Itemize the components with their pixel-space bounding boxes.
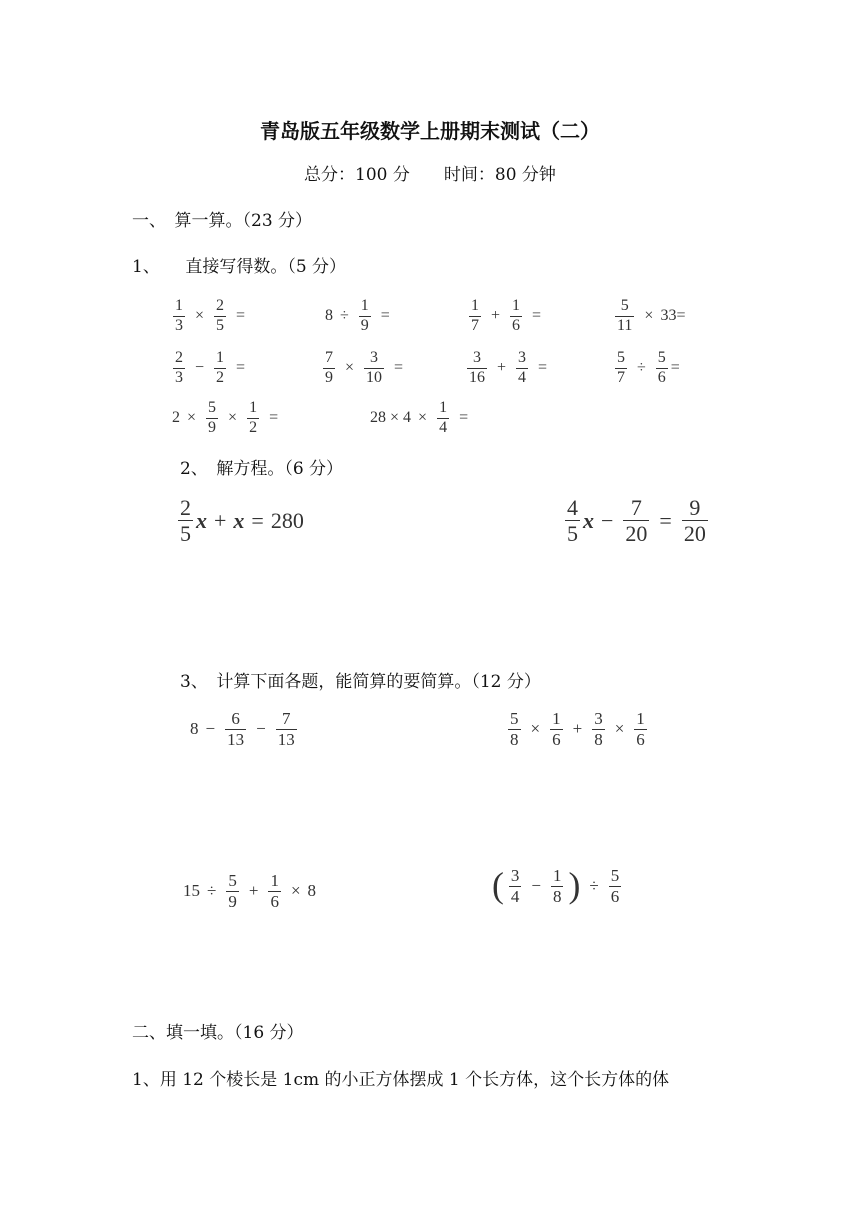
fraction: $\frac{9}{20}$ (683, 495, 706, 547)
section1-heading: 一、 算一算。（23 分） (132, 211, 313, 231)
fraction: $\frac{1}{6}$ (636, 709, 645, 749)
fraction: $\frac{5}{6}$ (610, 866, 620, 906)
fraction: $\frac{1}{6}$ (512, 297, 521, 334)
fraction: $\frac{5}{9}$ (208, 399, 217, 436)
fraction: $\frac{7}{9}$ (325, 349, 333, 386)
q3-label: 3、 计算下面各题，能简算的要简算。（12 分） (180, 672, 541, 692)
fraction: $\frac{7}{20}$ (625, 495, 648, 547)
q3-problem-4: ( $\frac{3}{4}$ − $\frac{1}{8}$ ) ÷ $\frac{5}{6}$ (492, 865, 620, 906)
q1-problem-1: $\frac{1}{3}$ × $\frac{2}{5}$ = (175, 297, 246, 334)
fraction: $\frac{4}{5}$ (567, 495, 578, 547)
fraction: $\frac{1}{6}$ (270, 871, 279, 911)
q1-problem-4: $\frac{5}{11}$ × 33 = (617, 297, 686, 334)
q3-problem-3: 15 ÷ $\frac{5}{9}$ + $\frac{1}{6}$ × 8 (183, 871, 317, 911)
fraction: $\frac{7}{13}$ (277, 709, 295, 749)
section2-heading: 二、填一填。（16 分） (132, 1023, 304, 1043)
q1-problem-8: $\frac{5}{7}$ ÷ $\frac{5}{6}$ = (617, 349, 680, 386)
fraction: $\frac{2}{5}$ (216, 297, 225, 334)
fraction: $\frac{5}{7}$ (617, 349, 625, 386)
fraction: $\frac{5}{6}$ (657, 349, 666, 386)
equation-2: $\frac{4}{5}$ x − $\frac{7}{20}$ = $\frac{9}{20}$ (567, 495, 706, 547)
q3-problem-1: 8 − $\frac{6}{13}$ − $\frac{7}{13}$ (190, 709, 295, 749)
fraction: $\frac{3}{10}$ (366, 349, 383, 386)
page-title: 青岛版五年级数学上册期末测试（二） (260, 119, 600, 143)
fraction: $\frac{2}{5}$ (180, 495, 191, 547)
fraction: $\frac{6}{13}$ (227, 709, 245, 749)
fraction: $\frac{1}{8}$ (552, 866, 562, 906)
fraction: $\frac{3}{4}$ (510, 866, 520, 906)
fraction: $\frac{1}{2}$ (216, 349, 225, 386)
equation-1: $\frac{2}{5}$ x + x = 280 (180, 495, 304, 547)
page-subtitle: 总分：100 分 时间：80 分钟 (304, 165, 556, 185)
fraction: $\frac{5}{11}$ (617, 297, 633, 334)
fraction: $\frac{3}{4}$ (518, 349, 527, 386)
fraction: $\frac{1}{3}$ (175, 297, 183, 334)
fraction: $\frac{1}{9}$ (360, 297, 369, 334)
q1-label: 1、 直接写得数。（5 分） (132, 257, 347, 277)
fraction: $\frac{3}{16}$ (469, 349, 485, 386)
q1-problem-6: $\frac{7}{9}$ × $\frac{3}{10}$ = (325, 349, 404, 386)
fraction: $\frac{1}{4}$ (439, 399, 448, 436)
q1-problem-10: 28 × 4 × $\frac{1}{4}$ = (370, 399, 469, 436)
fraction: $\frac{1}{2}$ (249, 399, 258, 436)
fraction: $\frac{1}{7}$ (471, 297, 479, 334)
fraction: $\frac{5}{8}$ (510, 709, 519, 749)
q1-problem-5: $\frac{2}{3}$ − $\frac{1}{2}$ = (175, 349, 246, 386)
section2-q1-text: 1、用 12 个棱长是 1cm 的小正方体摆成 1 个长方体，这个长方体的体 (132, 1070, 670, 1090)
fraction: $\frac{5}{9}$ (228, 871, 237, 911)
q1-problem-7: $\frac{3}{16}$ + $\frac{3}{4}$ = (469, 349, 548, 386)
q3-problem-2: $\frac{5}{8}$ × $\frac{1}{6}$ + $\frac{3}{8}$ × $\frac{1}{6}$ (510, 709, 645, 749)
fraction: $\frac{3}{8}$ (594, 709, 603, 749)
fraction: $\frac{1}{6}$ (552, 709, 561, 749)
q1-problem-2: 8 ÷ $\frac{1}{9}$ = (325, 297, 390, 334)
q1-problem-9: 2 × $\frac{5}{9}$ × $\frac{1}{2}$ = (172, 399, 279, 436)
fraction: $\frac{2}{3}$ (175, 349, 183, 386)
q2-label: 2、 解方程。（6 分） (180, 459, 344, 479)
q1-problem-3: $\frac{1}{7}$ + $\frac{1}{6}$ = (471, 297, 542, 334)
